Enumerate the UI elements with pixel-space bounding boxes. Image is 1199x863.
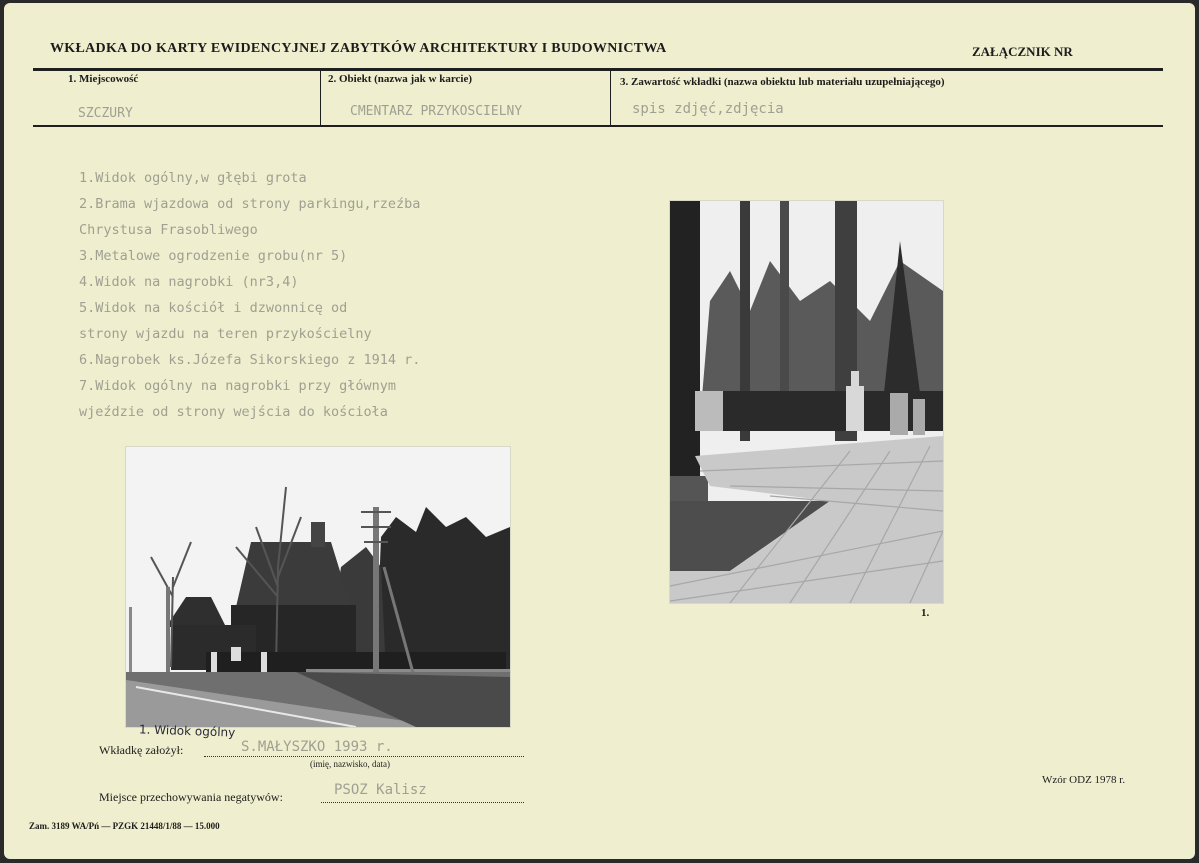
creator-hint: (imię, nazwisko, data) (310, 759, 390, 769)
photo-cemetery-path (669, 200, 944, 604)
creator-value: S.MAŁYSZKO 1993 r. (241, 739, 393, 755)
photo-list-line: 4.Widok na nagrobki (nr3,4) (79, 274, 299, 290)
field-label-object: 2. Obiekt (nazwa jak w karcie) (328, 73, 473, 85)
photo-list-line: 7.Widok ogólny na nagrobki przy głównym (79, 378, 396, 394)
storage-dotted-line (321, 802, 524, 803)
form-title: WKŁADKA DO KARTY EWIDENCYJNEJ ZABYTKÓW ARCHITEKTURY I BUDOWNICTWA (50, 41, 667, 56)
photo-list-line: Chrystusa Frasobliwego (79, 222, 258, 238)
field-value-locality: SZCZURY (78, 106, 133, 121)
header-top-rule (33, 68, 1163, 71)
photo-list-line: wjeździe od strony wejścia do kościoła (79, 404, 388, 420)
creator-dotted-line (204, 756, 524, 757)
field-value-object: CMENTARZ PRZYKOSCIELNY (350, 104, 523, 119)
photo-number: 1. (921, 607, 930, 619)
photo-list-line: 6.Nagrobek ks.Józefa Sikorskiego z 1914 r. (79, 352, 421, 368)
field-label-locality: 1. Miejscowość (68, 73, 139, 85)
photo-list-line: 3.Metalowe ogrodzenie grobu(nr 5) (79, 248, 348, 264)
photo-church-general-view (125, 446, 511, 728)
photo-list-line: 2.Brama wjazdowa od strony parkingu,rzeźba (79, 196, 421, 212)
header-bottom-rule (33, 125, 1163, 127)
storage-value: PSOZ Kalisz (334, 782, 427, 798)
church-photo-image (126, 447, 510, 727)
annex-number-label: ZAŁĄCZNIK NR (972, 44, 1073, 59)
header-divider-2 (610, 70, 611, 126)
creator-label: Wkładkę założył: (99, 743, 184, 757)
form-sheet (4, 3, 1195, 859)
cemetery-photo-image (670, 201, 943, 603)
form-pattern: Wzór ODZ 1978 r. (1042, 774, 1126, 786)
photo-list-line: strony wjazdu na teren przykościelny (79, 326, 372, 342)
photo-list (79, 165, 420, 425)
photo-caption-handwritten: 1. Widok ogólny (138, 722, 236, 740)
photo-list-line: 1.Widok ogólny,w głębi grota (79, 170, 307, 186)
field-value-content: spis zdjęć,zdjęcia (632, 101, 784, 117)
field-label-content: 3. Zawartość wkładki (nazwa obiektu lub materiału uzupełniającego) (620, 76, 945, 88)
header-divider-1 (320, 70, 321, 126)
storage-label: Miejsce przechowywania negatywów: (99, 790, 283, 804)
print-info: Zam. 3189 WA/Pń — PZGK 21448/1/88 — 15.000 (29, 821, 220, 831)
photo-list-line: 5.Widok na kościół i dzwonnicę od (79, 300, 348, 316)
